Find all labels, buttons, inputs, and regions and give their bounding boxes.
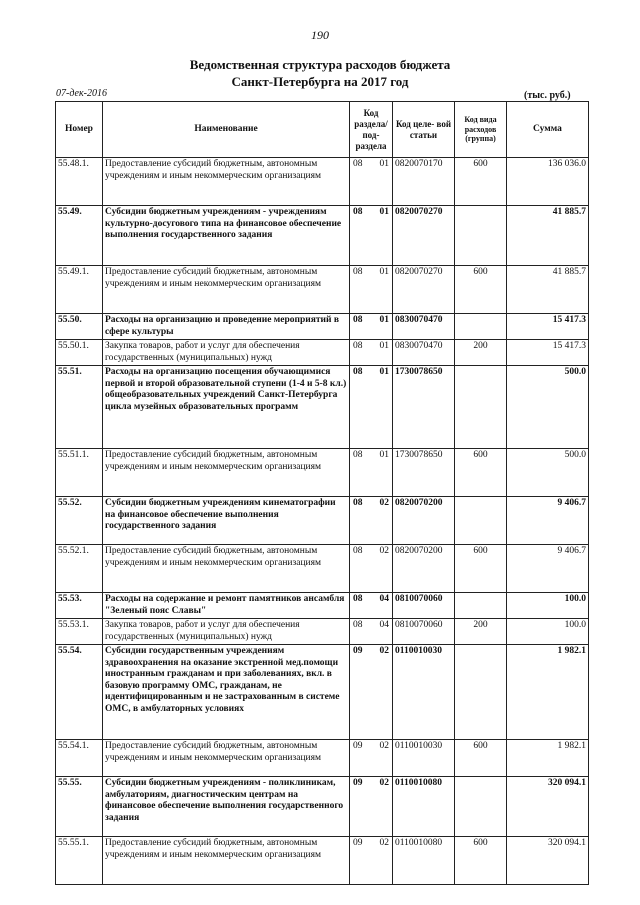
row-number: 55.52.1.: [56, 545, 103, 593]
row-name: Предоставление субсидий бюджетным, автономным учреждениям и иным некоммерческим организациям: [103, 837, 350, 885]
row-section: [350, 340, 393, 366]
table-row: [56, 777, 589, 837]
row-name: Расходы на содержание и ремонт памятников ансамбля "Зеленый пояс Славы": [103, 593, 350, 619]
table-row: [56, 206, 589, 266]
table-row: [56, 645, 589, 740]
units-label: (тыс. руб.): [524, 90, 571, 101]
row-type: [455, 777, 507, 837]
row-name: Субсидии государственным учреждениям здравоохранения на оказание экстренной мед.помощи иностранным гражданам и при заболеваниях, вкл. в базовую программу ОМС, гражданам, не идентифицированным и не застрахованным в системе ОМС, в амбулаторных условиях: [103, 645, 350, 740]
row-podrazdel: 01: [379, 159, 389, 169]
row-razdel: 08: [353, 207, 363, 217]
row-razdel: 08: [353, 315, 363, 325]
row-type: [455, 497, 507, 545]
row-podrazdel: 02: [379, 838, 389, 848]
table-row: [56, 314, 589, 340]
row-section: [350, 740, 393, 777]
row-type: 200: [455, 340, 507, 366]
row-podrazdel: 04: [379, 620, 389, 630]
row-podrazdel: 02: [379, 741, 389, 751]
row-number: 55.54.1.: [56, 740, 103, 777]
row-razdel: 08: [353, 159, 363, 169]
document-date: 07-дек-2016: [56, 88, 107, 99]
page-number: 190: [311, 28, 329, 42]
row-sum: 41 885.7: [507, 266, 589, 314]
row-sum: 9 406.7: [507, 497, 589, 545]
row-number: 55.50.: [56, 314, 103, 340]
row-number: 55.52.: [56, 497, 103, 545]
row-sum: 500.0: [507, 366, 589, 449]
row-podrazdel: 02: [379, 546, 389, 556]
table-row: [56, 158, 589, 206]
row-razdel: 08: [353, 546, 363, 556]
row-number: 55.55.1.: [56, 837, 103, 885]
row-sum: 15 417.3: [507, 340, 589, 366]
row-name: Предоставление субсидий бюджетным, автономным учреждениям и иным некоммерческим организациям: [103, 266, 350, 314]
row-sum: 15 417.3: [507, 314, 589, 340]
row-type: 600: [455, 837, 507, 885]
row-razdel: 08: [353, 341, 363, 351]
row-type: 600: [455, 158, 507, 206]
table-row: [56, 497, 589, 545]
row-name: Расходы на организацию и проведение мероприятий в сфере культуры: [103, 314, 350, 340]
row-number: 55.48.1.: [56, 158, 103, 206]
row-number: 55.49.1.: [56, 266, 103, 314]
row-target: 0110010030: [393, 645, 455, 740]
row-sum: 320 094.1: [507, 837, 589, 885]
row-number: 55.54.: [56, 645, 103, 740]
row-name: Расходы на организацию посещения обучающимися первой и второй образовательной ступени (1-4 и 5-8 кл.) общеобразовательных учреждений Санкт-Петербурга цикла музейных образовательных программ: [103, 366, 350, 449]
row-razdel: 09: [353, 778, 363, 788]
row-podrazdel: 02: [379, 498, 389, 508]
row-section: [350, 645, 393, 740]
row-type: [455, 366, 507, 449]
table-row: [56, 366, 589, 449]
row-sum: 1 982.1: [507, 740, 589, 777]
row-razdel: 08: [353, 267, 363, 277]
row-target: 0820070200: [393, 545, 455, 593]
row-podrazdel: 01: [379, 367, 389, 377]
row-target: 0830070470: [393, 314, 455, 340]
row-razdel: 08: [353, 367, 363, 377]
row-section: [350, 158, 393, 206]
table-row: [56, 837, 589, 885]
row-target: 1730078650: [393, 366, 455, 449]
row-type: 600: [455, 449, 507, 497]
row-sum: 100.0: [507, 619, 589, 645]
row-number: 55.53.: [56, 593, 103, 619]
row-section: [350, 837, 393, 885]
title-line-1: Ведомственная структура расходов бюджета: [189, 57, 451, 72]
row-podrazdel: 01: [379, 341, 389, 351]
row-podrazdel: 02: [379, 646, 389, 656]
row-razdel: 09: [353, 646, 363, 656]
row-sum: 9 406.7: [507, 545, 589, 593]
row-sum: 320 094.1: [507, 777, 589, 837]
row-target: 0820070270: [393, 206, 455, 266]
row-section: [350, 593, 393, 619]
row-podrazdel: 04: [379, 594, 389, 604]
row-section: [350, 777, 393, 837]
row-target: 0810070060: [393, 619, 455, 645]
row-section: [350, 206, 393, 266]
row-type: [455, 206, 507, 266]
row-name: Закупка товаров, работ и услуг для обеспечения государственных (муниципальных) нужд: [103, 340, 350, 366]
row-sum: 41 885.7: [507, 206, 589, 266]
row-target: 0810070060: [393, 593, 455, 619]
row-target: 1730078650: [393, 449, 455, 497]
row-razdel: 08: [353, 498, 363, 508]
header-sum: Сумма: [507, 102, 589, 158]
row-section: [350, 545, 393, 593]
table-row: [56, 593, 589, 619]
row-name: Субсидии бюджетным учреждениям - учреждениям культурно-досугового типа на финансовое обеспечение выполнения государственного задания: [103, 206, 350, 266]
budget-table: [55, 101, 589, 885]
row-sum: 500.0: [507, 449, 589, 497]
row-type: [455, 593, 507, 619]
row-name: Предоставление субсидий бюджетным, автономным учреждениям и иным некоммерческим организациям: [103, 449, 350, 497]
row-razdel: 08: [353, 594, 363, 604]
table-row: [56, 740, 589, 777]
row-razdel: 08: [353, 620, 363, 630]
row-type: 600: [455, 740, 507, 777]
header-target-code: Код целе- вой статьи: [393, 102, 455, 158]
row-sum: 100.0: [507, 593, 589, 619]
row-number: 55.50.1.: [56, 340, 103, 366]
header-section-code: Код раздела/ под- раздела: [350, 102, 393, 158]
table-row: [56, 545, 589, 593]
row-sum: 1 982.1: [507, 645, 589, 740]
row-name: Субсидии бюджетным учреждениям кинематографии на финансовое обеспечение выполнения государственного задания: [103, 497, 350, 545]
row-name: Предоставление субсидий бюджетным, автономным учреждениям и иным некоммерческим организациям: [103, 740, 350, 777]
table-row: [56, 266, 589, 314]
row-target: 0820070200: [393, 497, 455, 545]
row-target: 0110010080: [393, 777, 455, 837]
row-sum: 136 036.0: [507, 158, 589, 206]
row-number: 55.51.1.: [56, 449, 103, 497]
page-title: [0, 56, 640, 90]
row-section: [350, 266, 393, 314]
row-podrazdel: 01: [379, 450, 389, 460]
row-type: [455, 645, 507, 740]
row-type: 600: [455, 545, 507, 593]
row-razdel: 09: [353, 838, 363, 848]
row-section: [350, 366, 393, 449]
row-number: 55.51.: [56, 366, 103, 449]
title-line-2: Санкт-Петербурга на 2017 год: [231, 74, 409, 89]
row-podrazdel: 02: [379, 778, 389, 788]
row-section: [350, 449, 393, 497]
row-section: [350, 497, 393, 545]
row-name: Предоставление субсидий бюджетным, автономным учреждениям и иным некоммерческим организациям: [103, 158, 350, 206]
header-name: Наименование: [103, 102, 350, 158]
row-razdel: 09: [353, 741, 363, 751]
row-number: 55.55.: [56, 777, 103, 837]
table-row: [56, 449, 589, 497]
row-type: 200: [455, 619, 507, 645]
header-expense-type: Код вида расходов (группа): [455, 102, 507, 158]
row-target: 0830070470: [393, 340, 455, 366]
row-target: 0820070270: [393, 266, 455, 314]
row-podrazdel: 01: [379, 207, 389, 217]
row-name: Предоставление субсидий бюджетным, автономным учреждениям и иным некоммерческим организациям: [103, 545, 350, 593]
row-section: [350, 619, 393, 645]
row-target: 0820070170: [393, 158, 455, 206]
row-type: 600: [455, 266, 507, 314]
row-type: [455, 314, 507, 340]
row-section: [350, 314, 393, 340]
table-row: [56, 619, 589, 645]
row-name: Субсидии бюджетным учреждениям - поликлиникам, амбулаториям, диагностическим центрам на финансовое обеспечение выполнения государственного задания: [103, 777, 350, 837]
header-number: Номер: [56, 102, 103, 158]
row-number: 55.49.: [56, 206, 103, 266]
table-row: [56, 340, 589, 366]
row-podrazdel: 01: [379, 315, 389, 325]
row-number: 55.53.1.: [56, 619, 103, 645]
row-target: 0110010030: [393, 740, 455, 777]
row-razdel: 08: [353, 450, 363, 460]
row-name: Закупка товаров, работ и услуг для обеспечения государственных (муниципальных) нужд: [103, 619, 350, 645]
row-target: 0110010080: [393, 837, 455, 885]
row-podrazdel: 01: [379, 267, 389, 277]
